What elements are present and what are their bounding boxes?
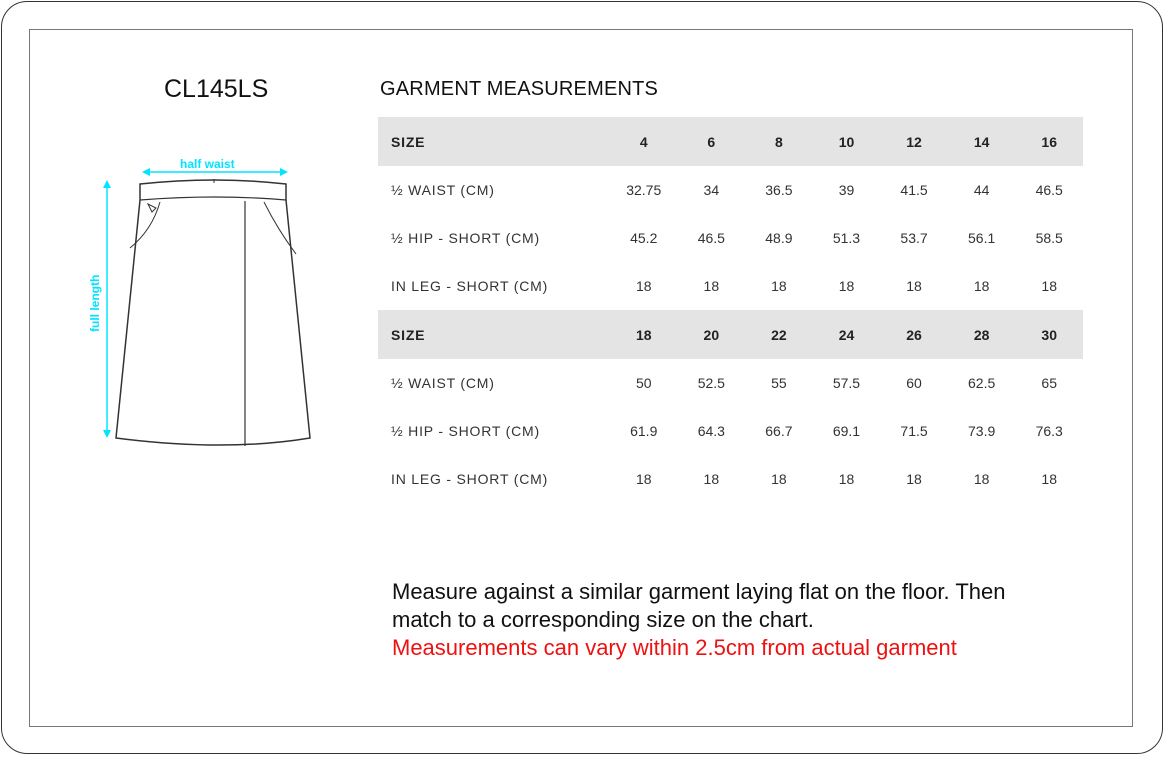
value-cell: 53.7 <box>900 230 928 246</box>
note-line-2: match to a corresponding size on the chart. <box>392 607 814 632</box>
value-cell: 62.5 <box>968 375 996 391</box>
waistband-line <box>140 197 286 200</box>
skirt-outline <box>116 180 310 445</box>
value-cell: 51.3 <box>832 230 861 246</box>
row-label: IN LEG - SHORT (CM) <box>391 278 549 294</box>
value-cell: 50 <box>635 375 652 391</box>
value-cell: 18 <box>703 278 720 294</box>
measurements-table <box>378 117 1083 503</box>
value-cell: 73.9 <box>968 423 996 439</box>
value-cell: 18 <box>973 471 990 487</box>
value-cell: 69.1 <box>832 423 861 439</box>
value-cell: 18 <box>838 471 855 487</box>
value-cell: 56.1 <box>968 230 996 246</box>
size-cell: 6 <box>707 133 716 150</box>
size-cell: 20 <box>703 326 720 343</box>
note-line-1: Measure against a similar garment laying flat on the floor. Then <box>392 579 1006 604</box>
measurements-heading: GARMENT MEASUREMENTS <box>380 78 659 100</box>
size-header-row <box>378 310 1083 359</box>
table-row <box>378 455 1083 503</box>
value-cell: 58.5 <box>1035 230 1063 246</box>
value-cell: 18 <box>838 278 855 294</box>
value-cell: 44 <box>973 182 990 198</box>
value-cell: 46.5 <box>697 230 725 246</box>
size-cell: 30 <box>1041 326 1057 343</box>
value-cell: 76.3 <box>1035 423 1063 439</box>
full-length-arrowhead-bottom <box>103 430 111 438</box>
value-cell: 18 <box>1041 471 1057 487</box>
table-row <box>378 407 1083 455</box>
full-length-label: full length <box>88 274 102 332</box>
value-cell: 18 <box>771 278 787 294</box>
value-cell: 18 <box>635 278 652 294</box>
full-length-arrowhead-top <box>103 180 111 188</box>
value-cell: 32.75 <box>626 182 662 198</box>
table-row <box>378 166 1083 214</box>
value-cell: 52.5 <box>697 375 725 391</box>
value-cell: 61.9 <box>630 423 658 439</box>
value-cell: 60 <box>906 375 922 391</box>
zipper-pull <box>148 204 156 212</box>
size-cell: 16 <box>1041 133 1057 150</box>
row-label: ½ HIP - SHORT (CM) <box>391 230 540 246</box>
value-cell: 41.5 <box>900 182 928 198</box>
size-cell: 14 <box>973 133 990 150</box>
size-header-row <box>378 117 1083 166</box>
table-row <box>378 214 1083 262</box>
value-cell: 46.5 <box>1035 182 1063 198</box>
half-waist-arrowhead-right <box>280 168 288 176</box>
table-row <box>378 359 1083 407</box>
size-cell: 10 <box>838 133 855 150</box>
size-label: SIZE <box>391 133 426 150</box>
value-cell: 18 <box>635 471 652 487</box>
value-cell: 71.5 <box>900 423 928 439</box>
half-waist-arrowhead-left <box>142 168 150 176</box>
value-cell: 65 <box>1041 375 1057 391</box>
measurement-note <box>392 578 1112 662</box>
note-warning: Measurements can vary within 2.5cm from actual garment <box>392 635 957 660</box>
value-cell: 66.7 <box>765 423 793 439</box>
half-waist-label: half waist <box>180 157 235 171</box>
value-cell: 18 <box>1041 278 1057 294</box>
value-cell: 45.2 <box>630 230 658 246</box>
size-cell: 12 <box>906 133 922 150</box>
value-cell: 57.5 <box>832 375 861 391</box>
size-cell: 18 <box>635 326 652 343</box>
size-label: SIZE <box>391 326 426 343</box>
value-cell: 36.5 <box>765 182 793 198</box>
value-cell: 18 <box>906 278 922 294</box>
value-cell: 18 <box>973 278 990 294</box>
table-row <box>378 262 1083 310</box>
size-cell: 28 <box>973 326 990 343</box>
row-label: ½ WAIST (CM) <box>391 182 495 198</box>
row-label: ½ WAIST (CM) <box>391 375 495 391</box>
value-cell: 34 <box>703 182 720 198</box>
value-cell: 48.9 <box>765 230 793 246</box>
value-cell: 39 <box>838 182 855 198</box>
row-label: ½ HIP - SHORT (CM) <box>391 423 540 439</box>
size-cell: 22 <box>771 326 787 343</box>
value-cell: 18 <box>771 471 787 487</box>
value-cell: 18 <box>906 471 922 487</box>
size-cell: 26 <box>906 326 922 343</box>
value-cell: 64.3 <box>697 423 725 439</box>
size-cell: 4 <box>639 133 648 150</box>
value-cell: 55 <box>771 375 787 391</box>
value-cell: 18 <box>703 471 720 487</box>
skirt-diagram <box>80 150 320 460</box>
size-cell: 24 <box>838 326 855 343</box>
row-label: IN LEG - SHORT (CM) <box>391 471 549 487</box>
size-cell: 8 <box>775 133 783 150</box>
product-code: CL145LS <box>164 75 269 103</box>
